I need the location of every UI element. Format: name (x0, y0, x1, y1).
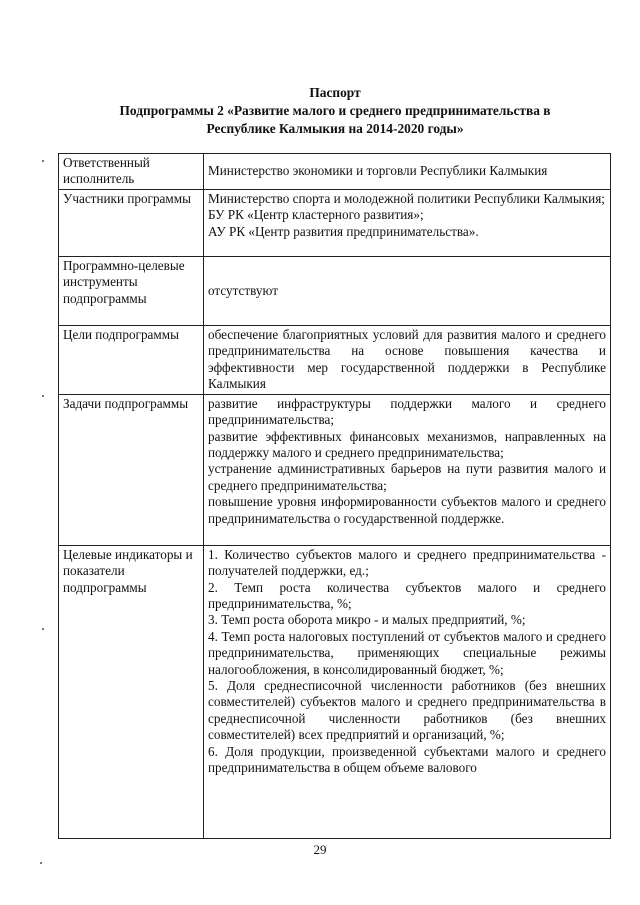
passport-table (58, 153, 611, 839)
value-line: обеспечение благоприятных условий для развития малого и среднего предпринимательства на основе повышения качества и эффективности мер государственной поддержки в Республике Калмыкия (208, 326, 606, 392)
row-value (204, 189, 611, 256)
value-line: повышение уровня информированности субъектов малого и среднего предпринимательства о государственной поддержке. (208, 494, 606, 526)
value-line: 2. Темп роста количества субъектов малого и среднего предпринимательства, %; (208, 579, 606, 612)
table-row-tasks (59, 394, 611, 545)
table-row-participants (59, 189, 611, 256)
value-line: 6. Доля продукции, произведенной субъектами малого и среднего предпринимательства в общем объеме валового (208, 743, 606, 776)
value-line: развитие эффективных финансовых механизмов, направленных на поддержку малого и среднего предпринимательства; (208, 428, 606, 461)
row-value (204, 154, 611, 190)
row-label: Участники программы (59, 189, 204, 256)
value-line: Министерство спорта и молодежной политики Республики Калмыкия; (208, 190, 605, 206)
row-label: Цели подпрограммы (59, 325, 204, 394)
value-line: БУ РК «Центр кластерного развития»; (208, 207, 424, 223)
value-line: 5. Доля среднесписочной численности работников (без внешних совместителей) субъектов малого и среднего предпринимательства в среднесписочной численности работников (без внешних совместителей) всех предприятий и организаций, %; (208, 678, 606, 743)
scan-speck (42, 395, 44, 397)
table-row-instruments (59, 256, 611, 325)
scan-speck (40, 862, 42, 864)
row-label: Ответственный исполнитель (59, 154, 204, 190)
title-line-3: Республике Калмыкия на 2014-2020 годы» (206, 121, 464, 136)
title-line-2: Подпрограммы 2 «Развитие малого и среднего предпринимательства в (119, 103, 551, 118)
value-line: 3. Темп роста оборота микро - и малых предприятий, %; (208, 612, 526, 628)
row-value (204, 325, 611, 394)
row-label: Задачи подпрограммы (59, 394, 204, 545)
row-value (204, 256, 611, 325)
value-line: 1. Количество субъектов малого и среднего предпринимательства - получателей поддержки, ед.; (208, 546, 606, 579)
table-row-goals (59, 325, 611, 394)
value-line: АУ РК «Центр развития предпринимательства». (208, 223, 479, 239)
row-value (204, 394, 611, 545)
value-line: отсутствуют (208, 282, 278, 298)
value-line: Министерство экономики и торговли Республики Калмыкия (208, 163, 548, 179)
scan-speck (42, 628, 44, 630)
document-title (60, 84, 610, 138)
row-label: Целевые индикаторы и показатели подпрограммы (59, 545, 204, 838)
row-value (204, 545, 611, 838)
value-line: устранение административных барьеров на пути развития малого и среднего предпринимательства; (208, 461, 606, 493)
table-row-indicators (59, 545, 611, 838)
row-label: Программно-целевые инструменты подпрограммы (59, 256, 204, 325)
table-row-responsible (59, 154, 611, 190)
value-line: развитие инфраструктуры поддержки малого и среднего предпринимательства; (208, 395, 606, 428)
value-line: 4. Темп роста налоговых поступлений от субъектов малого и среднего предпринимательства, применяющих специальные режимы налогообложения, в консолидированный бюджет, %; (208, 628, 606, 677)
title-line-1: Паспорт (309, 85, 361, 100)
scan-speck (42, 160, 44, 162)
page-number: 29 (313, 842, 327, 857)
